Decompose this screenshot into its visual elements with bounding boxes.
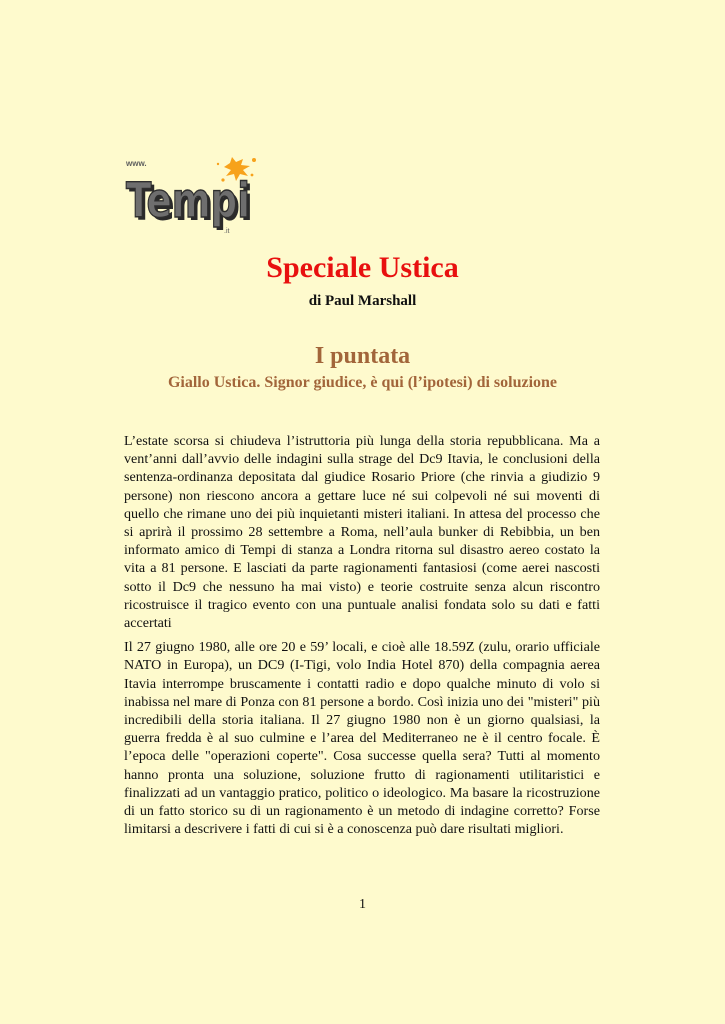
article-author: di Paul Marshall <box>308 293 417 309</box>
article-title: Speciale Ustica <box>266 251 459 284</box>
paragraph-main: Il 27 giugno 1980, alle ore 20 e 59’ locali, e cioè alle 18.59Z (zulu, orario ufficiale NATO in Europa), un DC9 (I-Tigi, volo India Hotel 870) della compagnia aerea Itavia interrompe bruscamente i contatti radio e dopo qualche minuto di volo si inabissa nel mare di Ponza con 81 persone a bordo. Così inizia uno dei "misteri" più incredibili della storia italiana. Il 27 giugno 1980 non è un giorno qualsiasi, la guerra fredda è al suo culmine e l’area del Mediterraneo ne è il centro focale. È l’epoca delle "operazioni coperte". Cosa successe quella sera? Tutti al momento hanno pronta una soluzione, soluzione frutto di ragionamenti utilitaristici e finalizzati ad un vantaggio pratico, politico o ideologico. Ma basare la ricostruzione di un fatto storico su di un ragionamento è un metodo di indagine corretto? Forse limitarsi a descrivere i fatti di cui si è a conoscenza può dare risultati migliori. <box>124 639 600 838</box>
logo-small-text: www. <box>126 159 147 168</box>
part-title: I puntata <box>314 343 411 369</box>
logo-text: Tempi <box>126 173 250 229</box>
tempi-logo-graphic <box>124 153 264 237</box>
paragraph-intro: L’estate scorsa si chiudeva l’istruttoria più lunga della storia repubblicana. Ma a vent’anni dall’avvio delle indagini sulla strage del Dc9 Itavia, le conclusioni della sentenza-ordinanza depositata dal giudice Rosario Priore (che rinvia a giudizio 9 persone) non riescono ancora a gettare luce né sui colpevoli né sui moventi di quello che rimane uno dei più inquietanti misteri italiani. In attesa del processo che si aprirà il prossimo 28 settembre a Roma, nell’aula bunker di Rebibbia, un ben informato amico di Tempi di stanza a Londra ritorna sul disastro aereo costato la vita a 81 persone. E lasciati da parte ragionamenti fantasiosi (come aerei nascosti sotto il Dc9 che nessuno ha mai visto) e teorie costruite senza alcun riscontro ricostruisce il tragico evento con una puntuale analisi fondata solo su dati e fatti accertati <box>124 433 600 632</box>
part-subtitle: Giallo Ustica. Signor giudice, è qui (l’ipotesi) di soluzione <box>167 374 558 391</box>
logo-text-shadow: Tempi <box>129 176 253 232</box>
page-number: 1 <box>359 897 366 912</box>
article-body <box>124 432 600 844</box>
tempi-logo <box>124 153 264 237</box>
logo-suffix: .it <box>224 228 230 235</box>
